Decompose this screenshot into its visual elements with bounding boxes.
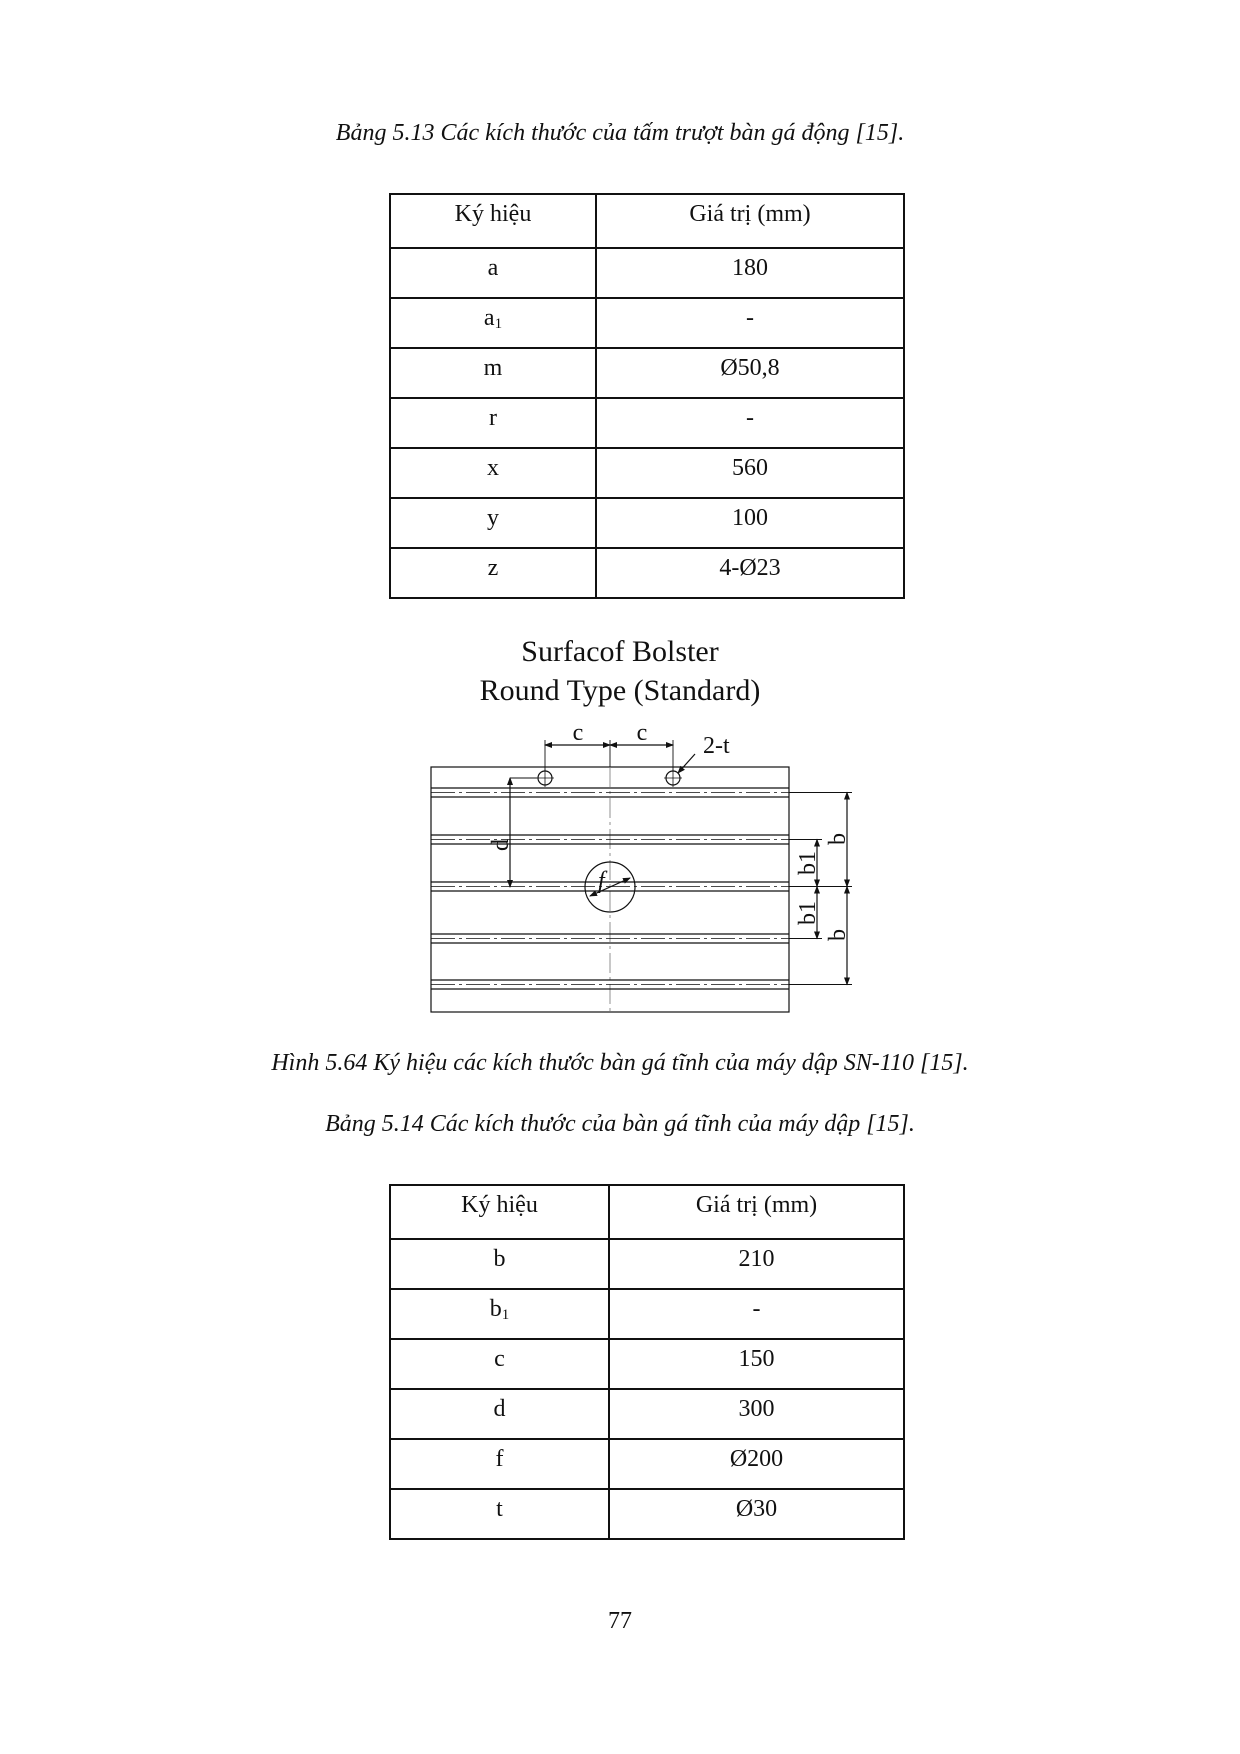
symbol-text: t [496,1496,503,1522]
value-cell: - [596,298,904,348]
symbol-cell [390,1389,609,1439]
table2-header-value: Giá trị (mm) [609,1185,904,1239]
table-row [390,1239,904,1289]
figure-caption: Hình 5.64 Ký hiệu các kích thước bàn gá tĩnh của máy dập SN-110 [15]. [271,1050,969,1076]
b-label-bottom: b [825,929,851,941]
symbol-subscript: 1 [494,316,503,332]
symbol-text: a [483,305,495,331]
symbol-cell [390,1239,609,1289]
symbol-text: r [489,405,497,431]
figure-title-line2: Round Type (Standard) [479,674,761,707]
page-number: 77 [608,1608,632,1634]
symbol-cell [390,1339,609,1389]
table-row [390,1439,904,1489]
table2-dimensions [389,1184,905,1540]
t-slot [431,788,789,797]
symbol-text: d [493,1396,506,1422]
table1-caption: Bảng 5.13 Các kích thước của tấm trượt bàn gá động [15]. [335,120,905,146]
figure-title-line1: Surfacof Bolster [521,635,719,668]
t-hole-left [536,769,554,787]
table-row [390,1289,904,1339]
value-cell: 4-Ø23 [596,548,904,598]
b-label-top: b [825,833,851,845]
table1-header-symbol: Ký hiệu [390,194,596,248]
value-cell: 300 [609,1389,904,1439]
value-cell: 100 [596,498,904,548]
symbol-text: b [489,1296,502,1322]
table1-header-value: Giá trị (mm) [596,194,904,248]
table2-caption: Bảng 5.14 Các kích thước của bàn gá tĩnh của máy dập [15]. [325,1111,915,1137]
d-label: d [488,839,514,851]
symbol-text: f [495,1446,504,1472]
value-cell: Ø50,8 [596,348,904,398]
c-label-left: c [572,720,584,746]
table-row [390,1389,904,1439]
table-row [390,1489,904,1539]
symbol-subscript: 1 [501,1307,510,1323]
table2-header-row [390,1185,904,1239]
symbol-text: z [487,555,499,581]
value-cell: 180 [596,248,904,298]
symbol-text: b [493,1246,506,1272]
c-label-right: c [636,720,648,746]
t-leader-line [678,754,695,773]
f-label: f [598,868,605,894]
t-label: 2-t [703,733,730,759]
value-cell: - [596,398,904,448]
symbol-cell [390,1289,609,1339]
table-row [390,1339,904,1389]
symbol-cell [390,1489,609,1539]
symbol-text: a [487,255,499,281]
value-cell: Ø200 [609,1439,904,1489]
b1-label-top: b1 [795,851,821,875]
value-cell: 210 [609,1239,904,1289]
symbol-text: x [487,455,499,481]
table2-header-symbol: Ký hiệu [390,1185,609,1239]
value-cell: - [609,1289,904,1339]
symbol-text: y [487,505,499,531]
b1-label-bottom: b1 [795,901,821,925]
symbol-text: c [494,1346,505,1372]
value-cell: 150 [609,1339,904,1389]
symbol-text: m [483,355,503,381]
value-cell: Ø30 [609,1489,904,1539]
value-cell: 560 [596,448,904,498]
symbol-cell [390,1439,609,1489]
